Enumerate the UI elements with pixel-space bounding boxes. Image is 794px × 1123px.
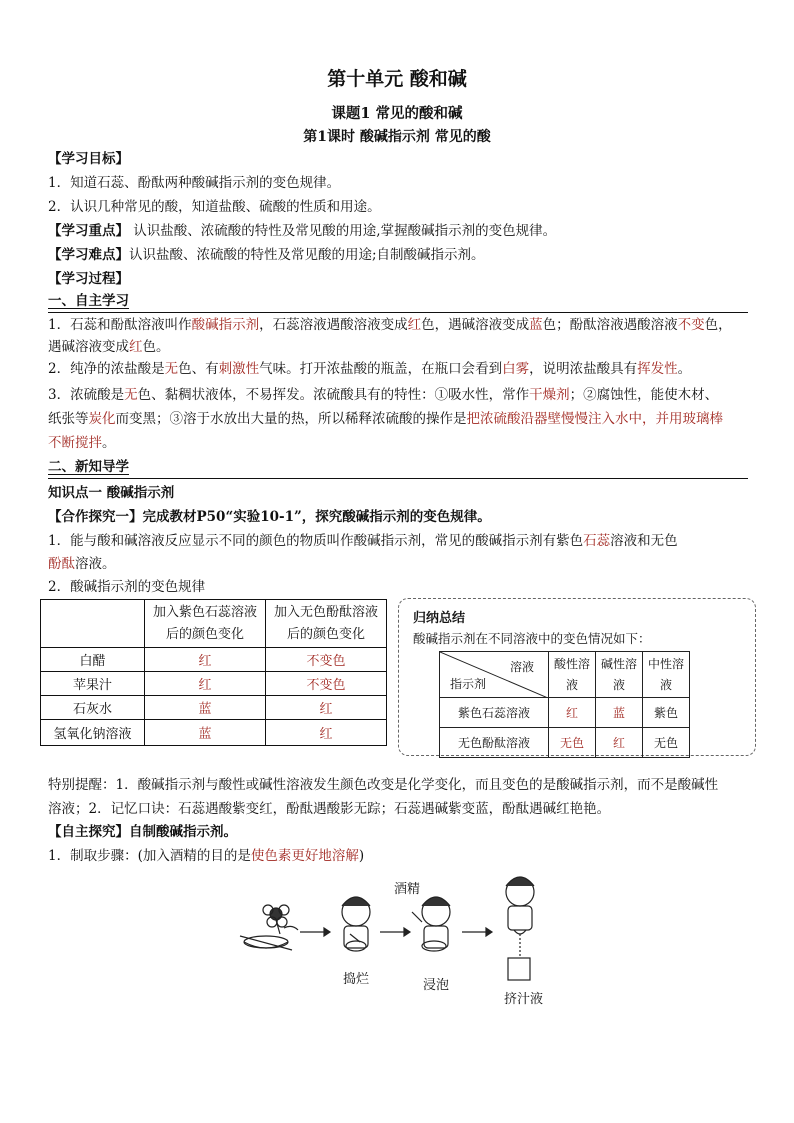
indicator-name: 紫色石蕊溶液	[440, 698, 549, 728]
diagonal-header	[440, 652, 549, 698]
text-run: 纸张等	[48, 411, 89, 427]
answer: 炭化	[88, 411, 116, 427]
key-points-text: 认识盐酸、浓硫酸的特性及常见酸的用途,掌握酸碱指示剂的变色规律。	[129, 223, 557, 239]
period-title: 第1课时 酸碱指示剂 常见的酸	[303, 129, 491, 145]
acid-result: 红	[549, 698, 596, 728]
arrow-icon	[380, 928, 410, 936]
flower-icon	[240, 905, 298, 950]
text-run: 2．纯净的浓盐酸是	[48, 361, 165, 377]
text-run: 色。	[142, 339, 170, 355]
text-run: 而变黑；③溶于水放出大量的热，所以稀释浓硫酸的操作是	[115, 411, 467, 427]
person-soaking-icon	[412, 897, 450, 951]
s1-p3	[48, 383, 758, 407]
summary-table	[439, 651, 690, 758]
knowledge-point: 知识点一 酸碱指示剂	[48, 485, 175, 501]
summary-subtitle: 酸碱指示剂在不同溶液中的变色情况如下：	[413, 631, 651, 646]
answer: 干燥剂	[529, 387, 570, 403]
row-name: 石灰水	[41, 696, 145, 720]
process-heading: 【学习过程】	[48, 271, 129, 287]
phenol-result: 红	[266, 720, 387, 746]
answer: 蓝	[529, 317, 543, 333]
step-line	[48, 844, 758, 868]
base-result: 红	[596, 728, 643, 758]
summary-header: 中性溶液	[643, 652, 690, 698]
litmus-result: 红	[145, 672, 266, 696]
text-run: )	[358, 848, 365, 864]
s2-q2: 2．酸碱指示剂的变色规律	[48, 579, 206, 595]
answer: 无	[164, 361, 179, 377]
text-run: ，石蕊溶液遇酸溶液变成	[259, 317, 408, 333]
row-name: 氢氧化钠溶液	[41, 720, 145, 746]
litmus-result: 红	[145, 648, 266, 672]
self-explore-label: 【自主探究】	[48, 824, 129, 840]
step1-label: 捣烂	[343, 972, 370, 987]
diag-top-label: 溶液	[509, 660, 534, 674]
coop-label: 【合作探究一】	[48, 509, 143, 525]
answer: 把浓硫酸沿器壁慢慢注入水中，并用玻璃棒	[466, 411, 723, 427]
s1-p3c	[48, 431, 758, 455]
indicator-name: 无色酚酞溶液	[440, 728, 549, 758]
section2-divider	[48, 478, 748, 479]
self-explore	[48, 820, 758, 844]
summary-title: 归纳总结	[413, 611, 466, 626]
self-explore-text: 自制酸碱指示剂。	[129, 824, 237, 840]
step2-label: 浸泡	[423, 978, 450, 993]
text-run: 色，	[704, 317, 732, 333]
text-run: 溶液和无色	[610, 533, 678, 549]
objective-2: 2．认识几种常见的酸，知道盐酸、硫酸的性质和用途。	[48, 199, 381, 215]
s1-p3b	[48, 407, 758, 431]
answer: 红	[407, 317, 422, 333]
summary-header: 酸性溶液	[549, 652, 596, 698]
indicator-table	[40, 599, 387, 746]
text-run: 。	[677, 361, 692, 377]
answer: 红	[129, 339, 143, 355]
text-run: 1．能与酸和碱溶液反应显示不同的颜色的物质叫作酸碱指示剂，常见的酸碱指示剂有紫色	[48, 533, 584, 549]
litmus-result: 蓝	[145, 720, 266, 746]
step3-label: 挤汁液	[504, 992, 544, 1007]
s2-q1b	[48, 552, 758, 576]
difficult-points-text: 认识盐酸、浓硫酸的特性及常见酸的用途;自制酸碱指示剂。	[129, 247, 485, 263]
note-line-1: 特别提醒：1．酸碱指示剂与酸性或碱性溶液发生颜色改变是化学变化，而且变色的是酸碱指示剂，而不是酸碱性	[48, 777, 719, 793]
s1-p1b	[48, 335, 758, 359]
answer: 挥发性	[637, 361, 678, 377]
phenol-result: 红	[266, 696, 387, 720]
answer: 刺激性	[218, 361, 260, 377]
objective-1: 1．知道石蕊、酚酞两种酸碱指示剂的变色规律。	[48, 175, 341, 191]
table-header: 加入无色酚酞溶液后的颜色变化	[266, 600, 387, 648]
text-run: 色、有	[178, 361, 219, 377]
section2-heading: 二、新知导学	[48, 459, 129, 475]
table-row	[41, 720, 387, 746]
procedure-figure	[236, 872, 566, 1012]
text-run: 溶液。	[75, 556, 116, 572]
row-name: 白醋	[41, 648, 145, 672]
person-grinding-icon	[342, 897, 370, 951]
text-run: ，说明浓盐酸具有	[529, 361, 638, 377]
row-name: 苹果汁	[41, 672, 145, 696]
s1-p2	[48, 357, 758, 381]
s2-q1a	[48, 529, 758, 553]
text-run: 色、黏稠状液体，不易挥发。浓硫酸具有的特性：①吸水性，常作	[137, 387, 530, 403]
litmus-result: 蓝	[145, 696, 266, 720]
table-row	[41, 648, 387, 672]
text-run: 色，遇碱溶液变成	[421, 317, 530, 333]
table-row	[41, 696, 387, 720]
section1-heading: 一、自主学习	[48, 293, 129, 309]
text-run: 1．制取步骤：(加入酒精的目的是	[48, 848, 251, 864]
difficult-points	[48, 243, 758, 267]
unit-title: 第十单元 酸和碱	[327, 68, 467, 90]
neutral-result: 无色	[643, 728, 690, 758]
table-row	[440, 698, 690, 728]
difficult-points-heading: 【学习难点】	[48, 247, 129, 263]
phenol-result: 不变色	[266, 672, 387, 696]
text-run: 气味。打开浓盐酸的瓶盖，在瓶口会看到	[259, 361, 503, 377]
answer: 酸碱指示剂	[191, 317, 260, 333]
table-corner	[41, 600, 145, 648]
key-points-heading: 【学习重点】	[48, 223, 129, 239]
text-run: 遇碱溶液变成	[48, 339, 129, 355]
s1-p1	[48, 313, 758, 337]
arrow-icon	[462, 928, 492, 936]
text-run: 色；酚酞溶液遇酸溶液	[542, 317, 678, 333]
answer: 白雾	[502, 361, 530, 377]
coop-explore	[48, 505, 758, 529]
arrow-icon	[300, 928, 330, 936]
acid-result: 无色	[549, 728, 596, 758]
phenol-result: 不变色	[266, 648, 387, 672]
neutral-result: 紫色	[643, 698, 690, 728]
person-squeezing-icon	[506, 877, 534, 980]
summary-box	[398, 598, 756, 756]
summary-header: 碱性溶液	[596, 652, 643, 698]
text-run: 。	[102, 435, 116, 451]
coop-text: 完成教材P50“实验10-1”，探究酸碱指示剂的变色规律。	[142, 509, 491, 525]
answer: 不变	[677, 317, 705, 333]
text-run: 3．浓硫酸是	[48, 387, 125, 403]
note-line-2: 溶液；2．记忆口诀：石蕊遇酸紫变红，酚酞遇酸影无踪；石蕊遇碱紫变蓝，酚酞遇碱红艳艳。	[48, 801, 611, 817]
lesson-title: 课题1 常见的酸和碱	[331, 105, 463, 122]
alcohol-label: 酒精	[394, 882, 421, 897]
text-run: 1．石蕊和酚酞溶液叫作	[48, 317, 192, 333]
answer: 酚酞	[48, 556, 75, 572]
table-row	[440, 728, 690, 758]
key-points	[48, 219, 758, 243]
base-result: 蓝	[596, 698, 643, 728]
answer: 使色素更好地溶解	[250, 848, 359, 864]
objectives-heading: 【学习目标】	[48, 151, 129, 167]
table-row	[41, 672, 387, 696]
answer: 不断搅拌	[48, 435, 102, 451]
answer: 无	[124, 387, 138, 403]
table-header: 加入紫色石蕊溶液后的颜色变化	[145, 600, 266, 648]
text-run: ；②腐蚀性，能使木材、	[569, 387, 719, 403]
answer: 石蕊	[583, 533, 611, 549]
diag-bottom-label: 指示剂	[450, 677, 487, 691]
